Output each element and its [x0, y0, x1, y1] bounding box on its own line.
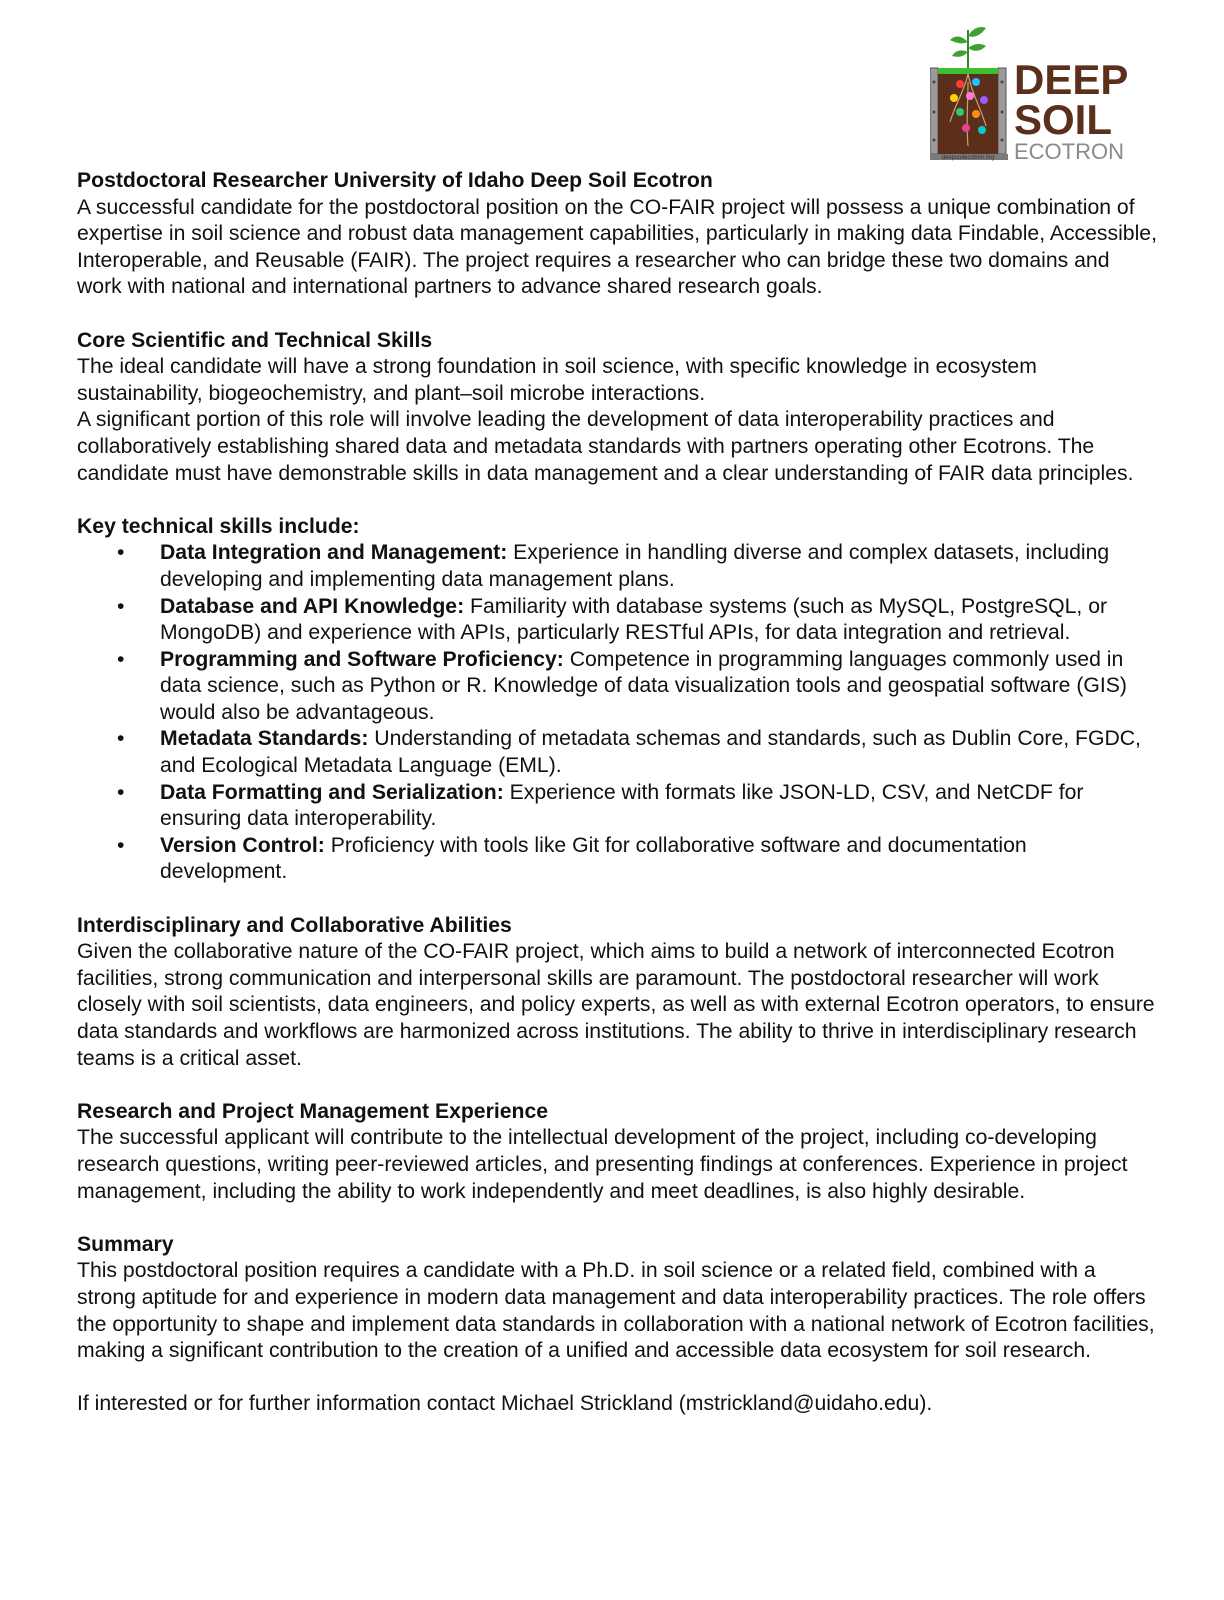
list-item [77, 540, 1157, 593]
job-description-document [77, 168, 1157, 1418]
bullet-icon: • [117, 833, 125, 857]
key-skills-section [77, 514, 1157, 886]
interdisciplinary-heading: Interdisciplinary and Collaborative Abilities [77, 913, 512, 937]
skill-text: Familiarity with database systems (such as MySQL, PostgreSQL, or MongoDB) and experience with APIs, particularly RESTful APIs, for data integration and retrieval. [160, 594, 1108, 645]
skill-text: Competence in programming languages commonly used in data science, such as Python or R. Knowledge of data visualization tools and geospatial software (GIS) would also be advantageous. [160, 647, 1127, 724]
page-title: Postdoctoral Researcher University of Idaho Deep Soil Ecotron [77, 169, 713, 192]
list-item [77, 647, 1157, 727]
deep-soil-ecotron-logo [930, 22, 1160, 167]
bullet-icon: • [117, 727, 125, 751]
skill-text: Experience with formats like JSON-LD, CSV, and NetCDF for ensuring data interoperability. [160, 780, 1084, 831]
research-heading: Research and Project Management Experience [77, 1099, 549, 1123]
logo-line-ecotron: ECOTRON [1014, 139, 1124, 164]
list-item [77, 833, 1157, 886]
intro-paragraph: A successful candidate for the postdoctoral position on the CO-FAIR project will possess a unique combination of expertise in soil science and robust data management capabilities, particularly in making data Findable, Accessible, Interoperable, and Reusable (FAIR). The project requires a researcher who can bridge these two domains and work with national and international partners to advance shared research goals. [77, 195, 1157, 299]
deep-soil-ecotron-logo-icon [930, 22, 1160, 167]
skill-text: Proficiency with tools like Git for collaborative software and documentation development. [160, 833, 1027, 884]
skill-term: Data Formatting and Serialization: [160, 780, 504, 804]
interdisciplinary-section [77, 913, 1157, 1073]
logo-url: deepsoilecotron.org [941, 155, 995, 161]
bullet-icon: • [117, 541, 125, 565]
key-skills-heading: Key technical skills include: [77, 514, 360, 538]
skill-term: Metadata Standards: [160, 727, 369, 751]
bullet-icon: • [117, 780, 125, 804]
key-skills-list [77, 540, 1157, 886]
summary-heading: Summary [77, 1232, 174, 1256]
contact-line: If interested or for further information contact Michael Strickland (mstrickland@uidaho.edu). [77, 1392, 933, 1416]
logo-line-deep: DEEP [1014, 56, 1129, 103]
skill-term: Programming and Software Proficiency: [160, 647, 564, 671]
intro-section [77, 168, 1157, 301]
skill-term: Database and API Knowledge: [160, 594, 465, 618]
core-skills-heading: Core Scientific and Technical Skills [77, 328, 433, 352]
bullet-icon: • [117, 647, 125, 671]
core-skills-paragraph-2: A significant portion of this role will involve leading the development of data interoperability practices and collaboratively establishing shared data and metadata standards with partners operating other Ecotrons. The candidate must have demonstrable skills in data management and a clear understanding of FAIR data principles. [77, 408, 1134, 485]
list-item [77, 594, 1157, 647]
core-skills-paragraph-1: The ideal candidate will have a strong foundation in soil science, with specific knowledge in ecosystem sustainability, biogeochemistry, and plant–soil microbe interactions. [77, 355, 1037, 405]
skill-term: Version Control: [160, 833, 325, 857]
research-section [77, 1099, 1157, 1205]
list-item [77, 726, 1157, 779]
interdisciplinary-paragraph: Given the collaborative nature of the CO-FAIR project, which aims to build a network of interconnected Ecotron facilities, strong communication and interpersonal skills are paramount. The postdoctoral researcher will work closely with soil scientists, data engineers, and policy experts, as well as with external Ecotron operators, to ensure data standards and workflows are harmonized across institutions. The ability to thrive in interdisciplinary research teams is a critical asset. [77, 940, 1155, 1070]
core-skills-section [77, 328, 1157, 488]
summary-section [77, 1232, 1157, 1365]
research-paragraph: The successful applicant will contribute to the intellectual development of the project, including co-developing research questions, writing peer-reviewed articles, and presenting findings at conferences. Experience in project management, including the ability to work independently and meet deadlines, is also highly desirable. [77, 1126, 1128, 1203]
list-item [77, 780, 1157, 833]
logo-line-soil: SOIL [1014, 96, 1113, 143]
skill-text: Understanding of metadata schemas and standards, such as Dublin Core, FGDC, and Ecological Metadata Language (EML). [160, 727, 1141, 778]
contact-section [77, 1391, 1157, 1418]
skill-text: Experience in handling diverse and complex datasets, including developing and implementing data management plans. [160, 541, 1110, 591]
bullet-icon: • [117, 594, 125, 618]
summary-paragraph: This postdoctoral position requires a candidate with a Ph.D. in soil science or a related field, combined with a strong aptitude for and experience in modern data management and data interoperability practices. The role offers the opportunity to shape and implement data standards in collaboration with a national network of Ecotron facilities, making a significant contribution to the creation of a unified and accessible data ecosystem for soil research. [77, 1259, 1155, 1363]
skill-term: Data Integration and Management: [160, 541, 508, 565]
